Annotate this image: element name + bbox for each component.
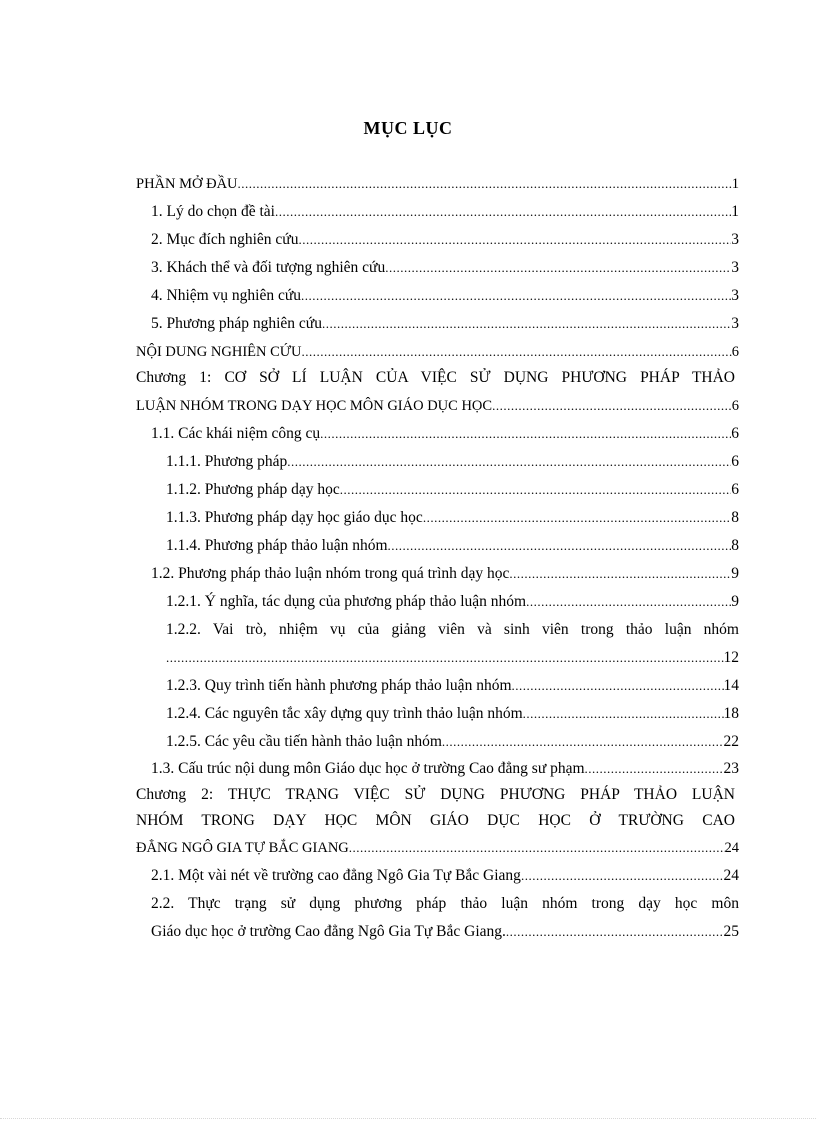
toc-entry-text: 2. Mục đích nghiên cứu [151,231,299,248]
leader-dots [166,647,724,669]
toc-entry[interactable] [151,563,739,585]
toc-page-number: 6 [731,425,739,442]
toc-entry[interactable] [151,257,739,279]
toc-page-number: 24 [723,867,739,884]
leader-dots [585,758,724,780]
toc-entry[interactable] [151,423,739,445]
toc-entry-text: ĐẲNG NGÔ GIA TỰ BẮC GIANG [136,840,349,856]
leader-dots [322,313,731,335]
leader-dots [349,837,725,859]
toc-entry[interactable] [151,865,739,887]
toc-entry[interactable] [166,479,739,501]
leader-dots [385,257,731,279]
page-title: MỤC LỤC [363,118,453,138]
toc-page-number: 14 [723,677,739,694]
toc-page-number: 6 [731,481,739,498]
toc-page-number: 9 [731,593,739,610]
toc-entry-text: 1.1.3. Phương pháp dạy học giáo dục học [166,509,423,526]
toc-page-number: 1 [731,176,739,192]
toc-page-number: 22 [723,733,739,750]
leader-dots [238,173,732,195]
toc-entry[interactable] [166,675,739,697]
toc-entry[interactable] [166,507,739,529]
toc-entry-text: 1.1. Các khái niệm công cụ [151,425,321,442]
toc-entry[interactable] [151,285,739,307]
leader-dots [521,865,724,887]
toc-page-number: 6 [731,344,739,360]
toc-page-number: 25 [723,923,739,940]
toc-entry[interactable] [166,535,739,557]
toc-entry-text: 4. Nhiệm vụ nghiên cứu [151,287,302,304]
toc-entry[interactable] [151,229,739,251]
toc-entry-text: 2.1. Một vài nét về trường cao đẳng Ngô Gia Tự Bắc Giang [151,867,521,884]
toc-entry-line: NHÓM TRONG DẠY HỌC MÔN GIÁO DỤC HỌC Ở TRƯỜNG CAO [136,812,735,829]
toc-entry[interactable] [136,341,739,363]
toc-page-number: 9 [731,565,739,582]
toc-entry-line: 1.2.2. Vai trò, nhiệm vụ của giảng viên và sinh viên trong thảo luận nhóm [166,621,739,638]
toc-entry-line: Chương 1: CƠ SỞ LÍ LUẬN CỦA VIỆC SỬ DỤNG PHƯƠNG PHÁP THẢO [136,369,735,386]
leader-dots [526,591,731,613]
toc-entry-text: 1.2.3. Quy trình tiến hành phương pháp thảo luận nhóm [166,677,512,694]
toc-page-number: 3 [731,259,739,276]
toc-entry-text: NỘI DUNG NGHIÊN CỨU [136,344,302,360]
toc-entry[interactable] [136,837,739,859]
toc-entry-text: 1.1.4. Phương pháp thảo luận nhóm [166,537,388,554]
toc-entry-line: 2.2. Thực trạng sử dụng phương pháp thảo luận nhóm trong dạy học môn [151,895,739,912]
toc-page-number: 3 [731,315,739,332]
leader-dots [340,479,732,501]
leader-dots [320,423,731,445]
toc-page-number: 24 [724,840,739,856]
toc-entry-line: Chương 2: THỰC TRẠNG VIỆC SỬ DỤNG PHƯƠNG PHÁP THẢO LUẬN [136,786,735,803]
leader-dots [492,395,732,417]
toc-page-number: 3 [731,231,739,248]
toc-entry[interactable] [166,451,739,473]
leader-dots [523,703,724,725]
toc-entry[interactable] [166,731,739,753]
toc-page-number: 6 [731,453,739,470]
toc-entry-text: 1.2.4. Các nguyên tắc xây dựng quy trình thảo luận nhóm [166,705,523,722]
toc-entry-text: 3. Khách thể và đối tượng nghiên cứu [151,259,386,276]
leader-dots [423,507,731,529]
toc-page-number: 8 [731,537,739,554]
leader-dots [442,731,724,753]
toc-entry-text: 5. Phương pháp nghiên cứu [151,315,322,332]
toc-entry-text: 1.1.1. Phương pháp [166,453,288,470]
toc-page-number: 8 [731,509,739,526]
toc-entry[interactable] [151,313,739,335]
leader-dots [301,285,731,307]
toc-entry[interactable] [136,395,739,417]
toc-entry-text: 1.2. Phương pháp thảo luận nhóm trong quá trình dạy học [151,565,510,582]
leader-dots [287,451,731,473]
toc-entry[interactable] [166,591,739,613]
toc-entry-text: 1. Lý do chọn đề tài [151,203,275,220]
leader-dots [275,201,731,223]
toc-page-number: 1 [731,203,739,220]
toc-entry[interactable] [166,647,739,669]
toc-page-number: 18 [723,705,739,722]
toc-entry[interactable] [151,921,739,943]
toc-entry-text: PHẦN MỞ ĐẦU [136,176,238,192]
leader-dots [512,675,724,697]
leader-dots [506,921,724,943]
toc-entry-text: 1.2.5. Các yêu cầu tiến hành thảo luận nhóm [166,733,442,750]
toc-entry-text: 1.2.1. Ý nghĩa, tác dụng của phương pháp thảo luận nhóm [166,593,527,610]
toc-entry[interactable] [166,703,739,725]
toc-entry-text: Giáo dục học ở trường Cao đẳng Ngô Gia Tự Bắc Giang. [151,923,506,940]
toc-entry[interactable] [151,758,739,780]
toc-entry-text: 1.3. Cấu trúc nội dung môn Giáo dục học ở trường Cao đẳng sư phạm [151,760,585,777]
leader-dots [302,341,732,363]
toc-entry-text: 1.1.2. Phương pháp dạy học [166,481,340,498]
toc-page-number: 23 [723,760,739,777]
leader-dots [298,229,731,251]
toc-page-number: 3 [731,287,739,304]
toc-entry-text: LUẬN NHÓM TRONG DẠY HỌC MÔN GIÁO DỤC HỌC [136,398,493,414]
toc-entry[interactable] [151,201,739,223]
toc-page-number: 12 [723,649,739,666]
leader-dots [388,535,732,557]
leader-dots [509,563,731,585]
toc-page-number: 6 [731,398,739,414]
page-bottom-divider [0,1118,816,1120]
toc-entry[interactable] [136,173,739,195]
